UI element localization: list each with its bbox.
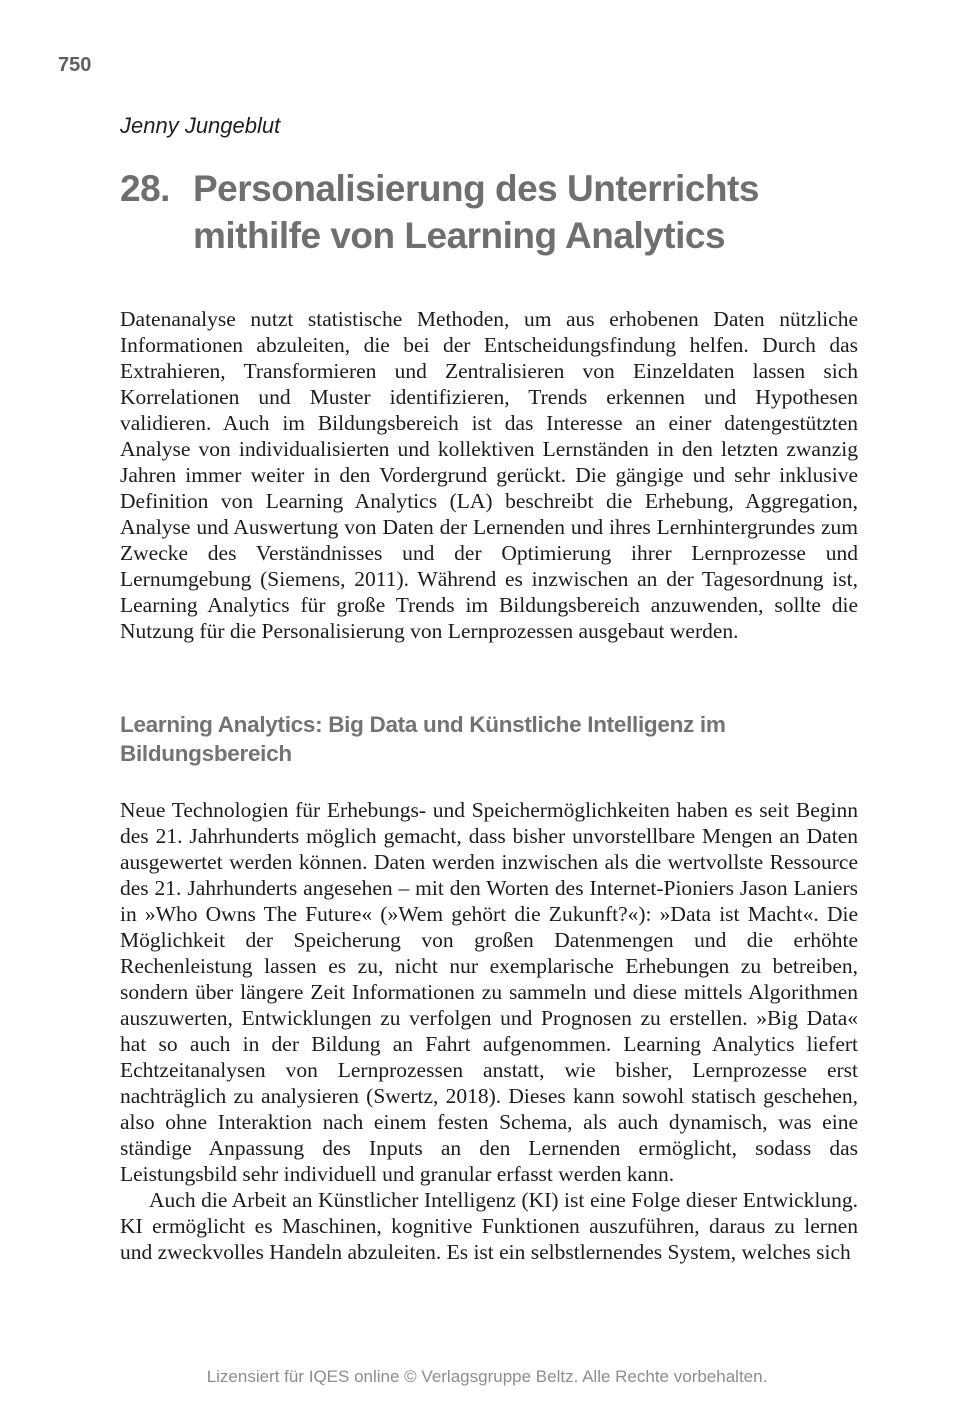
author-name: Jenny Jungeblut (120, 113, 281, 138)
intro-paragraph: Datenanalyse nutzt statistische Methoden, um aus erhobenen Daten nützliche Informationen abzuleiten, die bei der Entscheidungsfindung helfen. Durch das Extrahieren, Transformieren und Zentralisieren von Einzeldaten lassen sich Korrelationen und Muster identifizieren, Trends erkennen und Hypothesen validieren. Auch im Bildungsbereich ist das Interesse an einer datengestützten Analyse von individualisierten und kollektiven Lernständen in den letzten zwanzig Jahren immer weiter in den Vordergrund gerückt. Die gängige und sehr inklusive Definition von Learning Analytics (LA) beschreibt die Erhebung, Aggregation, Analyse und Auswertung von Daten der Lernenden und ihres Lernhintergrundes zum Zwecke des Verständnisses und der Optimierung ihrer Lernprozesse und Lernumgebung (Siemens, 2011). Während es inzwischen an der Tagesordnung ist, Learning Analytics für große Trends im Bildungsbereich anzuwenden, sollte die Nutzung für die Personalisierung von Lernprozessen ausgebaut werden. (120, 307, 858, 643)
chapter-heading (120, 165, 853, 259)
chapter-title: Personalisierung des Unterrichts mithilfe von Learning Analytics (193, 168, 759, 256)
section-heading: Learning Analytics: Big Data und Künstliche Intelligenz im Bildungsbereich (120, 712, 726, 766)
chapter-number: 28. (120, 168, 170, 209)
section-paragraph: Auch die Arbeit an Künstlicher Intelligenz (KI) ist eine Folge dieser Entwicklung. KI ermöglicht es Maschinen, kognitive Funktionen auszuführen, daraus zu lernen und zweckvolles Handeln abzuleiten. Es ist ein selbstlernendes System, welches sich (120, 1188, 858, 1264)
license-footer: Lizensiert für IQES online © Verlagsgruppe Beltz. Alle Rechte vorbehalten. (206, 1367, 768, 1386)
section-paragraph: Neue Technologien für Erhebungs- und Speichermöglichkeiten haben es seit Beginn des 21. Jahrhunderts möglich gemacht, dass bisher unvorstellbare Mengen an Daten ausgewertet werden können. Daten werden inzwischen als die wertvollste Ressource des 21. Jahrhunderts angesehen – mit den Worten des Internet-Pioniers Jason Laniers in »Who Owns The Future« (»Wem gehört die Zukunft?«): »Data ist Macht«. Die Möglichkeit der Speicherung von großen Datenmengen und die erhöhte Rechenleistung lassen es zu, nicht nur exemplarische Erhebungen zu betreiben, sondern über längere Zeit Informationen zu sammeln und diese mittels Algorithmen auszuwerten, Entwicklungen zu verfolgen und Prognosen zu erstellen. »Big Data« hat so auch in der Bildung an Fahrt aufgenommen. Learning Analytics liefert Echtzeitanalysen von Lernprozessen anstatt, wie bisher, Lernprozesse erst nachträglich zu analysieren (Swertz, 2018). Dieses kann sowohl statisch geschehen, also ohne Interaktion nach einem festen Schema, als auch dynamisch, was eine ständige Anpassung des Inputs an den Lernenden ermöglicht, sodass das Leistungsbild sehr individuell und granular erfasst werden kann. (120, 798, 858, 1186)
section-body (120, 797, 858, 1265)
page-number: 750 (58, 54, 92, 76)
